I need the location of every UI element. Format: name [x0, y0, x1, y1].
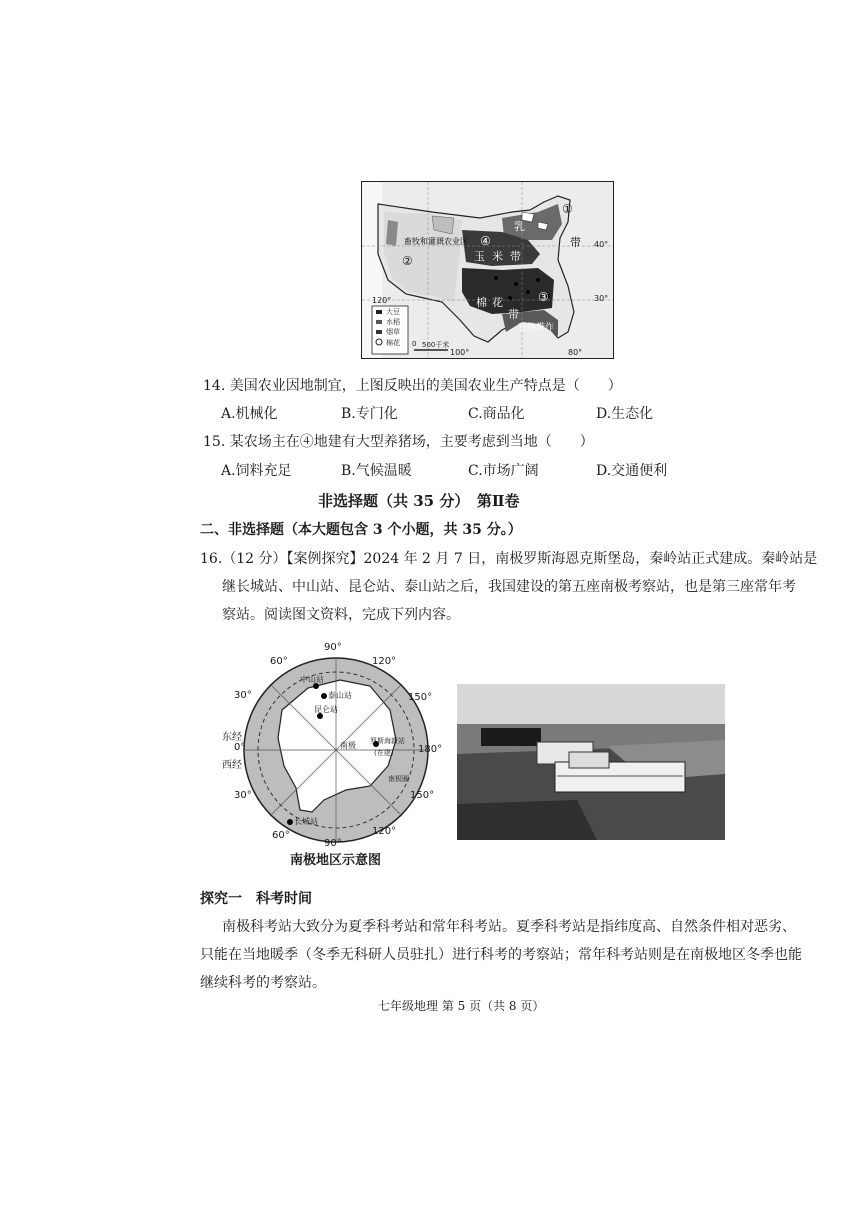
- map-marker-1: ①: [562, 202, 573, 216]
- antarctica-lon-label: 180°: [418, 744, 443, 755]
- map-lon-label: 100°: [450, 348, 470, 357]
- map-marker-4: ④: [480, 234, 491, 248]
- antarctica-lon-label: 150°: [408, 692, 433, 703]
- question-15-option-d: D.交通便利: [596, 463, 668, 479]
- section-title: 非选择题（共 35 分） 第Ⅱ卷: [318, 492, 520, 510]
- question-16-line-3: 察站。阅读图文资料，完成下列内容。: [222, 607, 460, 623]
- map-marker-2: ②: [402, 254, 413, 268]
- station-ross-status: (在建): [374, 749, 394, 757]
- map-region-cotton: 花: [492, 296, 503, 309]
- antarctica-lon-label: 30°: [234, 690, 252, 701]
- map-lat-label: 30°: [594, 294, 609, 303]
- station-ross: 罗斯海新站: [370, 737, 405, 745]
- explore-1-paragraph-line-1: 南极科考站大致分为夏季科考站和常年科考站。夏季科考站是指纬度高、自然条件相对恶劣、: [222, 919, 796, 935]
- map-region-subtropical: 亚热带作: [518, 323, 555, 333]
- map-region-cotton: 棉: [476, 296, 487, 309]
- map-lon-label: 120°: [372, 296, 392, 305]
- map-lat-label: 40°: [594, 240, 609, 249]
- south-pole-label: 南极: [340, 741, 356, 750]
- antarctica-lon-label: 90°: [324, 642, 342, 653]
- question-15-option-c: C.市场广阔: [468, 463, 539, 479]
- station-taishan: 泰山站: [328, 691, 352, 700]
- antarctica-map: [220, 640, 452, 870]
- explore-1-title: 探究一 科考时间: [200, 891, 312, 907]
- antarctica-lon-label: 0°: [234, 742, 246, 753]
- antarctica-east-label: 东经: [222, 732, 242, 743]
- usa-agriculture-map: [361, 181, 614, 359]
- map-region-corn: 米: [492, 250, 503, 263]
- antarctica-lon-label: 90°: [324, 838, 342, 849]
- map-region-cotton: 带: [508, 308, 519, 321]
- question-16-line-1: 16.（12 分）【案例探究】2024 年 2 月 7 日，南极罗斯海恩克斯堡岛，秦岭站正式建成。秦岭站是: [200, 551, 818, 567]
- question-15-stem: 15. 某农场主在④地建有大型养猪场，主要考虑到当地（ ）: [203, 434, 594, 450]
- map-legend-item: 水稻: [386, 318, 400, 326]
- antarctica-lon-label: 150°: [410, 790, 435, 801]
- map-legend-item: 大豆: [386, 308, 400, 316]
- explore-1-paragraph-line-3: 继续科考的考察站。: [200, 975, 326, 991]
- question-14-stem: 14. 美国农业因地制宜，上图反映出的美国农业生产特点是（ ）: [203, 378, 622, 394]
- antarctica-map-caption: 南极地区示意图: [290, 853, 382, 868]
- map-scale-label: 500千米: [422, 341, 450, 349]
- map-region-corn: 玉: [474, 250, 485, 263]
- map-region-dairy: 带: [570, 236, 581, 249]
- section-subtitle: 二、非选择题（本大题包含 3 个小题，共 35 分。）: [200, 522, 522, 538]
- explore-1-paragraph-line-2: 只能在当地暖季（冬季无科研人员驻扎）进行科考的考察站；常年科考站则是在南极地区冬季也能: [200, 947, 802, 963]
- question-16-line-2: 继长城站、中山站、昆仑站、泰山站之后，我国建设的第五座南极考察站，也是第三座常年考: [222, 579, 796, 595]
- question-15-option-a: A.饲料充足: [221, 463, 292, 479]
- map-legend-item: 棉花: [386, 339, 400, 347]
- question-14-option-d: D.生态化: [596, 406, 654, 422]
- map-region-corn: 带: [510, 250, 521, 263]
- antarctica-lon-label: 120°: [372, 656, 397, 667]
- station-kunlun: 昆仑站: [314, 705, 338, 714]
- map-marker-3: ③: [538, 290, 549, 304]
- question-15-option-b: B.气候温暖: [341, 463, 412, 479]
- station-zhongshan: 中山站: [300, 675, 324, 684]
- map-scale-label: 0: [412, 340, 417, 348]
- question-14-option-a: A.机械化: [221, 406, 278, 422]
- antarctica-lon-label: 30°: [234, 790, 252, 801]
- map-lon-label: 80°: [568, 348, 583, 357]
- map-region-dairy: 乳: [514, 220, 525, 233]
- page-footer: 七年级地理 第 5 页（共 8 页）: [378, 999, 545, 1013]
- antarctica-west-label: 西经: [222, 760, 242, 771]
- antarctica-lon-label: 60°: [270, 656, 288, 667]
- map-region-grazing: 畜牧和灌溉农业区: [404, 237, 468, 246]
- antarctic-circle-label: 南极圈: [388, 775, 409, 783]
- question-14-option-b: B.专门化: [341, 406, 398, 422]
- station-photo-graphic: [457, 684, 725, 840]
- qinling-station-photo: [457, 684, 725, 840]
- map-legend-item: 烟草: [386, 328, 400, 336]
- antarctica-map-graphic: [220, 640, 452, 870]
- antarctica-lon-label: 120°: [372, 826, 397, 837]
- question-14-option-c: C.商品化: [468, 406, 525, 422]
- station-changcheng: 长城站: [294, 817, 318, 826]
- antarctica-lon-label: 60°: [272, 830, 290, 841]
